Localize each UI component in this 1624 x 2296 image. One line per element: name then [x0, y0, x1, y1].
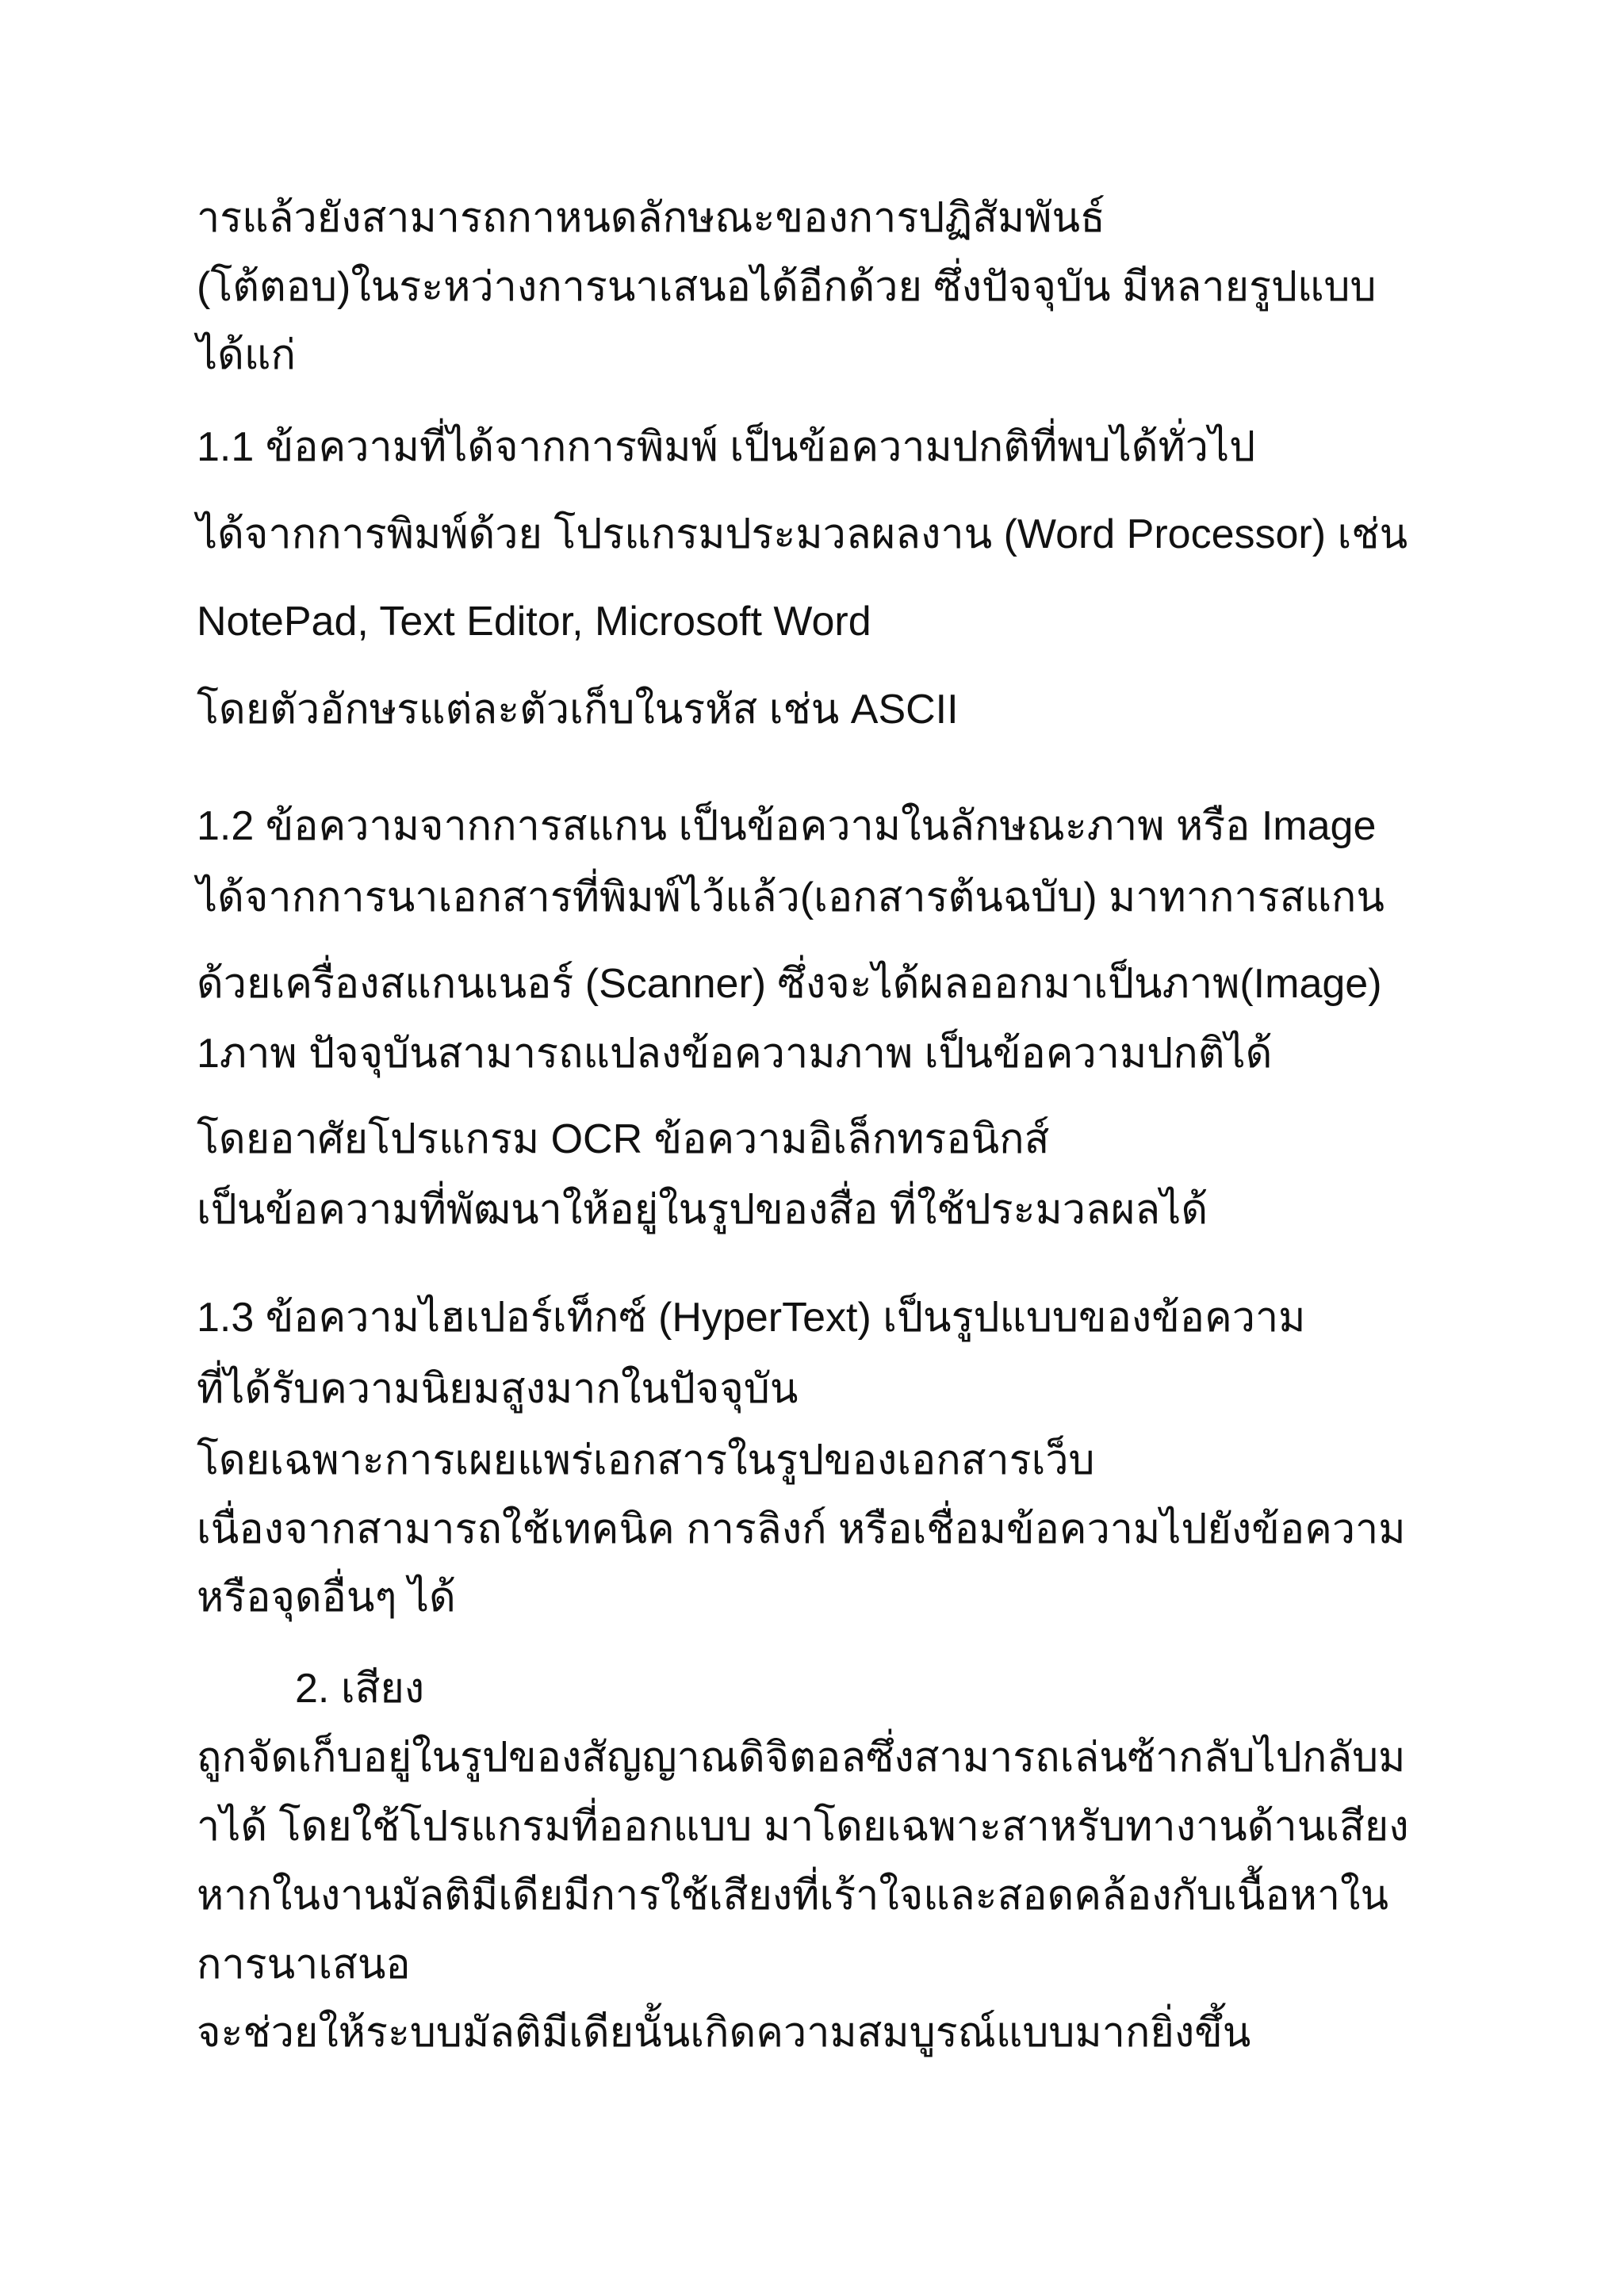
text-line: เนื่องจากสามารถใช้เทคนิค การลิงก์ หรือเชื่อมข้อความไปยังข้อความ	[197, 1506, 1406, 1552]
text-line: NotePad, Text Editor, Microsoft Word	[197, 599, 871, 645]
text-line: (โต้ตอบ)ในระหว่างการนาเสนอได้อีกด้วย ซึ่งปัจจุบัน มีหลายรูปแบบ	[197, 264, 1377, 310]
text-line: ได้จากการนาเอกสารที่พิมพ์ไว้แล้ว(เอกสารต้นฉบับ) มาทาการสแกน	[197, 874, 1385, 920]
text-line: ารแล้วยังสามารถกาหนดลักษณะของการปฏิสัมพันธ์	[197, 195, 1105, 241]
text-line: ได้แก่	[197, 332, 296, 378]
text-line: าได้ โดยใช้โปรแกรมที่ออกแบบ มาโดยเฉพาะสาหรับทางานด้านเสียง	[197, 1804, 1409, 1850]
text-line: หรือจุดอื่นๆ ได้	[197, 1575, 456, 1621]
text-line: ด้วยเครื่องสแกนเนอร์ (Scanner) ซึ่งจะได้ผลออกมาเป็นภาพ(Image)	[197, 961, 1382, 1007]
text-line: การนาเสนอ	[197, 1942, 411, 1988]
text-line: จะช่วยให้ระบบมัลติมีเดียนั้นเกิดความสมบูรณ์แบบมากยิ่งขึ้น	[197, 2010, 1251, 2056]
text-line: ถูกจัดเก็บอยู่ในรูปของสัญญาณดิจิตอลซึ่งสามารถเล่นซ้ากลับไปกลับม	[197, 1735, 1406, 1781]
text-line: โดยอาศัยโปรแกรม OCR ข้อความอิเล็กทรอนิกส์	[197, 1116, 1050, 1162]
text-line: 1.1 ข้อความที่ได้จากการพิมพ์ เป็นข้อความปกติที่พบได้ทั่วไป	[197, 424, 1256, 470]
text-line: โดยเฉพาะการเผยแพร่เอกสารในรูปของเอกสารเว็บ	[197, 1437, 1095, 1483]
text-line: 1.2 ข้อความจากการสแกน เป็นข้อความในลักษณะภาพ หรือ Image	[197, 803, 1377, 849]
text-line: ได้จากการพิมพ์ด้วย โปรแกรมประมวลผลงาน (Word Processor) เช่น	[197, 511, 1408, 557]
text-line: เป็นข้อความที่พัฒนาให้อยู่ในรูปของสื่อ ที่ใช้ประมวลผลได้	[197, 1187, 1208, 1233]
section-heading: 2. เสียง	[295, 1666, 425, 1712]
text-line: 1ภาพ ปัจจุบันสามารถแปลงข้อความภาพ เป็นข้อความปกติได้	[197, 1031, 1273, 1077]
text-line: 1.3 ข้อความไฮเปอร์เท็กซ์ (HyperText) เป็นรูปแบบของข้อความ	[197, 1295, 1306, 1341]
text-line: โดยตัวอักษรแต่ละตัวเก็บในรหัส เช่น ASCII	[197, 687, 959, 733]
text-line: ที่ได้รับความนิยมสูงมากในปัจจุบัน	[197, 1366, 799, 1412]
text-line: หากในงานมัลติมีเดียมีการใช้เสียงที่เร้าใจและสอดคล้องกับเนื้อหาใน	[197, 1873, 1388, 1919]
